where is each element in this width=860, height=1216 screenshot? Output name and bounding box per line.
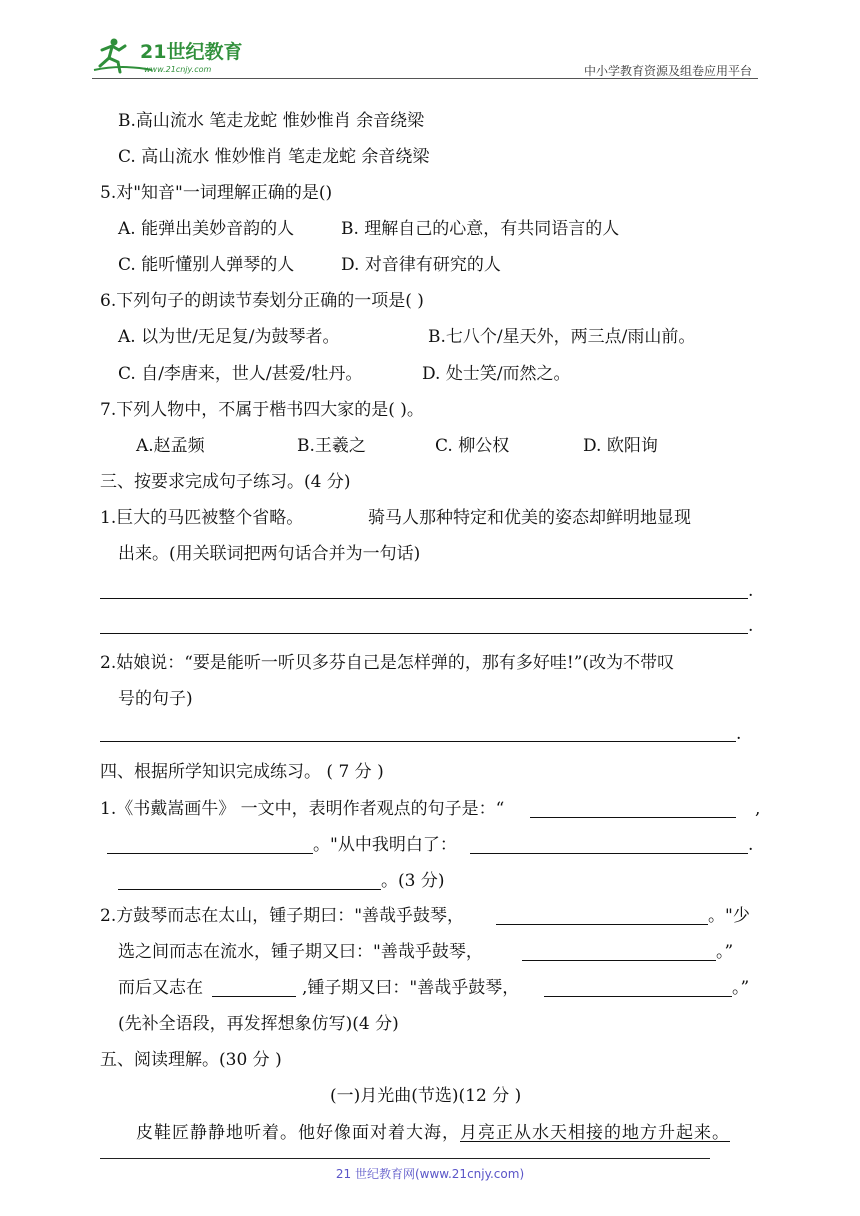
s4-q2-part3-end: 。” [732,978,750,998]
s4-q2-part1-end: 。"少 [708,906,750,926]
s4-q2-blank-2[interactable] [522,960,716,961]
s4-q2-blank-4[interactable] [544,996,732,997]
reading-text-plain: 皮鞋匠静静地听着。他好像面对着大海， [136,1123,460,1143]
s4-q1-blank-1[interactable] [530,817,736,818]
platform-name: 中小学教育资源及组卷应用平台 [583,64,752,78]
s4-q2-blank-3[interactable] [212,996,296,997]
section-5-heading: 五、阅读理解。(30 分 ) [100,1050,282,1070]
option-b-line: B.高山流水 笔走龙蛇 惟妙惟肖 余音绕梁 [118,111,425,131]
q5-option-c: C. 能听懂别人弹琴的人 [118,255,295,275]
question-7: 7.下列人物中，不属于楷书四大家的是( )。 [100,400,424,420]
q6-option-c: C. 自/李唐来，世人/甚爱/牡丹。 [118,364,363,384]
s4-q2-blank-1[interactable] [496,924,708,925]
s3-q2-part2: 号的句子) [118,689,193,709]
section-3-heading: 三、按要求完成句子练习。(4 分) [100,472,351,492]
s4-q2-part3: 而后又志在 [118,978,203,998]
s4-q1-part2: 。"从中我明白了： [313,835,457,855]
site-logo [92,36,272,76]
logo-text: 21世纪教育 [140,41,243,63]
s4-q1-blank-2[interactable] [107,853,313,854]
s3-q2-part1: 2.姑娘说：“要是能听一听贝多芬自己是怎样弹的，那有多好哇!”(改为不带叹 [100,653,675,673]
reading-text-underlined: 月亮正从水天相接的地方升起来。 [460,1123,730,1143]
q5-option-b: B. 理解自己的心意，有共同语言的人 [341,219,620,239]
q6-option-d: D. 处士笑/而然之。 [422,364,571,384]
s3-q1-part3: 出来。(用关联词把两句话合并为一句话) [118,544,421,564]
answer-line-1[interactable] [100,598,748,599]
q5-option-d: D. 对音律有研究的人 [341,255,501,275]
page-footer: 21 世纪教育网(www.21cnjy.com) [335,1167,525,1181]
s4-q2-part2: 选之间而志在流水，锺子期又曰："善哉乎鼓琴， [118,942,483,962]
question-6: 6.下列句子的朗读节奏划分正确的一项是( ) [100,291,424,311]
question-5: 5.对"知音"一词理解正确的是() [100,183,333,203]
reading-paragraph [136,1122,730,1144]
s4-q2-part1: 2.方鼓琴而志在太山，锺子期曰："善哉乎鼓琴， [100,906,465,926]
s3-q1-part2: 骑马人那种特定和优美的姿态却鲜明地显现 [368,508,691,528]
option-c-line: C. 高山流水 惟妙惟肖 笔走龙蛇 余音绕梁 [118,147,430,167]
reading-title: (一)月光曲(节选)(12 分 ) [330,1086,522,1106]
s4-q2-part3-mid: ,锺子期又曰："善哉乎鼓琴， [302,978,520,998]
s4-q1-part3: 。(3 分) [381,871,445,891]
s4-q1-blank-4[interactable] [118,889,381,890]
logo-url: www.21cnjy.com [144,65,212,74]
q5-option-a: A. 能弹出美妙音韵的人 [118,219,295,239]
answer-line-3[interactable] [100,741,736,742]
answer-line-2-end: . [748,616,754,636]
q7-option-b: B.王羲之 [297,436,366,456]
s3-q1-part1: 1.巨大的马匹被整个省略。 [100,508,304,528]
q6-option-a: A. 以为世/无足复/为鼓琴者。 [118,327,340,347]
section-4-heading: 四、根据所学知识完成练习。 ( 7 分 ) [100,762,384,782]
s4-q1-blank-3[interactable] [470,853,748,854]
s4-q1-comma: , [755,799,761,819]
page-header [0,0,860,80]
q6-option-b: B.七八个/星天外，两三点/雨山前。 [428,327,696,347]
q7-option-a: A.赵孟频 [136,436,205,456]
q7-option-d: D. 欧阳询 [583,436,658,456]
answer-line-2[interactable] [100,633,748,634]
q7-option-c: C. 柳公权 [435,436,510,456]
s4-q2-instruction: (先补全语段，再发挥想象仿写)(4 分) [118,1014,399,1034]
s4-q1-part1: 1.《书戴嵩画牛》 一文中，表明作者观点的句子是：“ [100,799,505,819]
answer-line-1-end: . [748,581,754,601]
s4-q1-period: . [748,835,754,855]
s4-q2-part2-end: 。” [716,942,734,962]
footer-divider [100,1158,710,1159]
header-divider [92,78,758,79]
answer-line-3-end: . [736,724,742,744]
